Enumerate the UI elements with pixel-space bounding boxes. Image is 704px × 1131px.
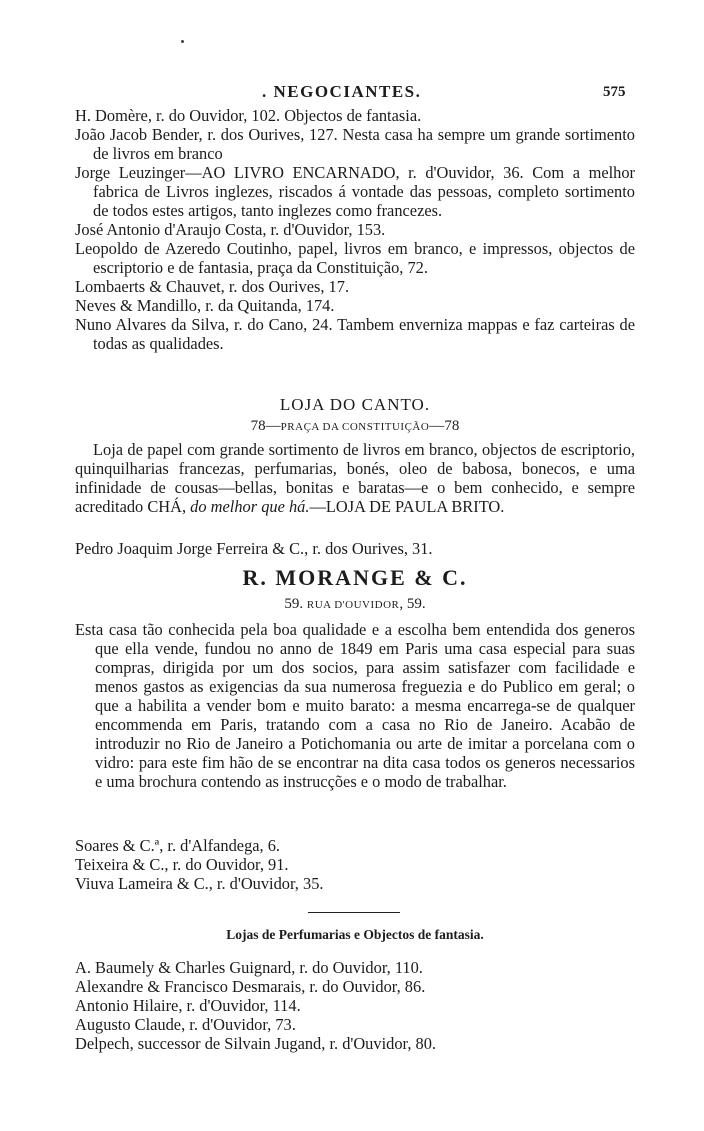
- section-divider: [308, 912, 400, 913]
- list-item: Leopoldo de Azeredo Coutinho, papel, livros em branco, e impressos, objectos de escriptorio e de fantasia, praça da Constituição, 72.: [75, 239, 635, 277]
- list-item: Lombaerts & Chauvet, r. dos Ourives, 17.: [75, 277, 350, 296]
- address-number: , 59.: [399, 596, 426, 612]
- merchant-list-mid: [75, 836, 635, 893]
- list-item: Jorge Leuzinger—AO LIVRO ENCARNADO, r. d'Ouvidor, 36. Com a melhor fabrica de Livros inglezes, riscados á vontade das pessoas, completo sortimento de todos estes artigos, tanto inglezes como francezes.: [75, 163, 635, 220]
- list-item: Augusto Claude, r. d'Ouvidor, 73.: [75, 1015, 296, 1034]
- page-header: [0, 82, 704, 106]
- loja-canto-advertisement: [75, 440, 635, 516]
- morange-title: R. MORANGE & C.: [242, 565, 468, 590]
- list-item: Nuno Alvares da Silva, r. do Cano, 24. Tambem enverniza mappas e faz carteiras de todas as qualidades.: [75, 315, 635, 353]
- section-heading: Lojas de Perfumarias e Objectos de fantasia.: [226, 927, 484, 942]
- list-item: Pedro Joaquim Jorge Ferreira & C., r. dos Ourives, 31.: [75, 539, 433, 558]
- list-item: Delpech, successor de Silvain Jugand, r. d'Ouvidor, 80.: [75, 1034, 437, 1053]
- list-item: Neves & Mandillo, r. da Quitanda, 174.: [75, 296, 335, 315]
- ad-signature: —LOJA DE PAULA BRITO.: [309, 497, 505, 516]
- pedro-entry-block: [75, 539, 635, 558]
- ad-text: Loja de papel com grande sortimento de livros em branco, objectos de escriptorio, quinquilharias francezas, perfumarias, bonés, oleo de babosa, bonecos, e uma infinidade de cousas—bellas, bonitas e baratas—e o bem conhecido, e sempre acreditado CHÁ,: [75, 440, 635, 516]
- list-item: Alexandre & Francisco Desmarais, r. do Ouvidor, 86.: [75, 977, 426, 996]
- running-title: . NEGOCIANTES.: [262, 82, 422, 101]
- address-number: 78—: [250, 418, 281, 434]
- loja-canto-title: LOJA DO CANTO.: [279, 395, 431, 414]
- morange-address: [75, 596, 635, 613]
- ink-speck: [181, 40, 184, 43]
- list-item: João Jacob Bender, r. dos Ourives, 127. Nesta casa ha sempre um grande sortimento de livros em branco: [75, 125, 635, 163]
- list-item: Soares & C.ª, r. d'Alfandega, 6.: [75, 836, 281, 855]
- ad-text: Esta casa tão conhecida pela boa qualidade e a escolha bem entendida dos generos que ella vende, fundou no anno de 1849 em Paris uma casa especial para suas compras, dirigida por um dos socios, para assim satisfazer com facilidade e menos gastos as exigencias da sua numerosa freguezia e do Publico em geral; o que a habilita a vender bom e muito barato: a mesma encarrega-se de qualquer encommenda em Paris, tratando com a casa no Rio de Janeiro. Acabão de introduzir no Rio de Janeiro a Potichomania ou arte de imitar a porcelana com o vidro: para este fim hão de se encontrar na dita casa todos os generos necessarios e uma brochura contendo as instrucções e o modo de trabalhar.: [75, 620, 635, 791]
- list-item: Teixeira & C., r. do Ouvidor, 91.: [75, 855, 289, 874]
- page-number: 575: [603, 84, 626, 100]
- list-item: A. Baumely & Charles Guignard, r. do Ouvidor, 110.: [75, 958, 423, 977]
- list-item: Viuva Lameira & C., r. d'Ouvidor, 35.: [75, 874, 324, 893]
- list-item: H. Domère, r. do Ouvidor, 102. Objectos de fantasia.: [75, 106, 422, 125]
- list-item: José Antonio d'Araujo Costa, r. d'Ouvidor, 153.: [75, 220, 386, 239]
- merchant-list-top: [75, 106, 635, 353]
- ad-italic-text: do melhor que há.: [190, 497, 310, 516]
- address-number: —78: [429, 418, 460, 434]
- morange-advertisement: [75, 620, 635, 791]
- list-item: Antonio Hilaire, r. d'Ouvidor, 114.: [75, 996, 301, 1015]
- perfumery-list: [75, 958, 635, 1053]
- address-street: RUA D'OUVIDOR: [306, 599, 400, 611]
- address-number: 59.: [284, 596, 304, 612]
- address-street: PRAÇA DA CONSTITUIÇÃO: [280, 421, 430, 433]
- loja-canto-address: [75, 418, 635, 435]
